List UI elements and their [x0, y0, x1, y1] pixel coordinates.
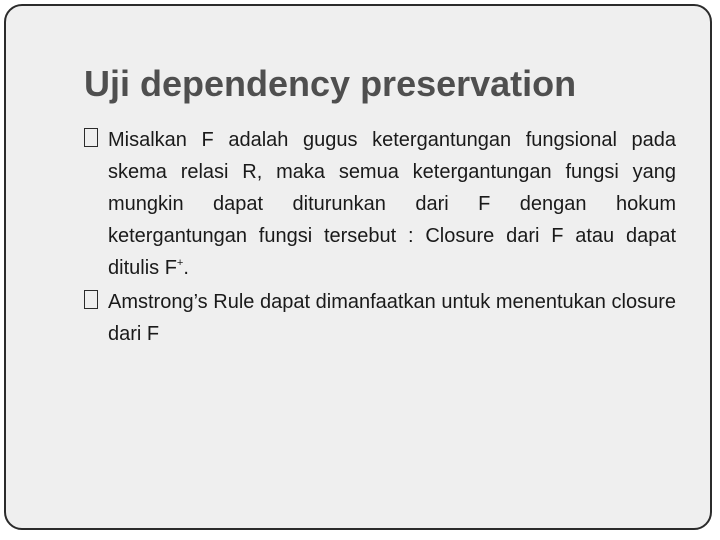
slide-body [84, 124, 676, 352]
square-bullet-icon [84, 128, 98, 147]
bullet-item [84, 286, 676, 350]
bullet-text: Misalkan F adalah gugus ketergantungan fungsional pada skema relasi R, maka semua ketergantungan fungsi yang mungkin dapat diturunkan dari F dengan hokum ketergantungan fungsi tersebut : Closure dari F atau dapat ditulis F [108, 129, 676, 279]
slide-frame [4, 4, 712, 530]
bullet-suffix: . [183, 257, 189, 279]
superscript-plus: + [176, 257, 184, 269]
bullet-item [84, 124, 676, 284]
square-bullet-icon [84, 290, 98, 309]
slide-title: Uji dependency preservation [84, 63, 577, 104]
bullet-text: Amstrong’s Rule dapat dimanfaatkan untuk menentukan closure dari F [108, 291, 676, 345]
